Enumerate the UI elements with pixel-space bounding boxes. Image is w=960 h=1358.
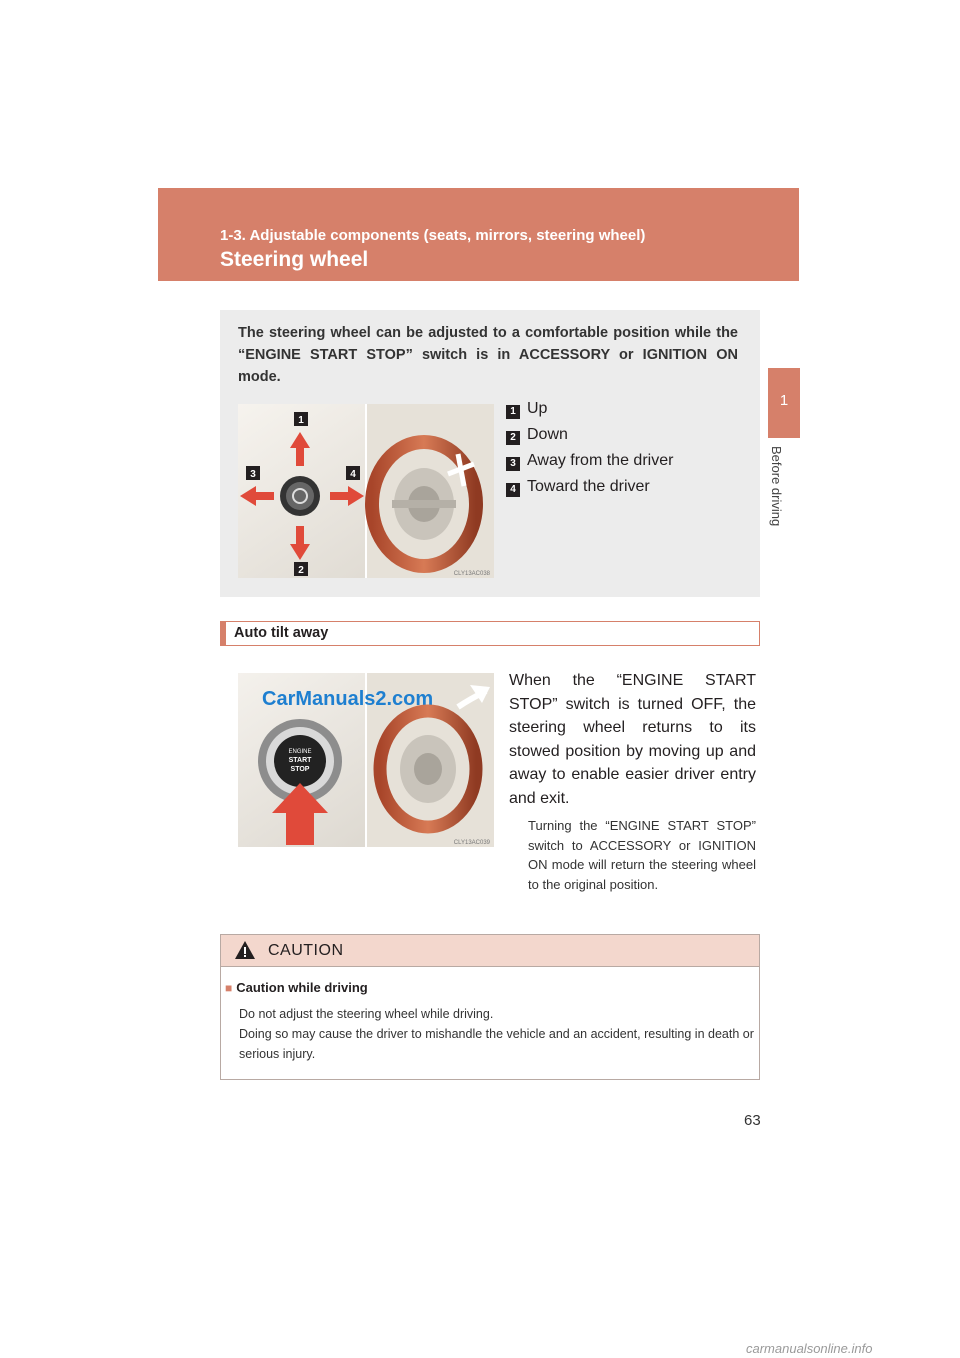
caution-line-2: Doing so may cause the driver to mishandle the vehicle and an accident, resulting in death or serious injury.	[239, 1027, 754, 1061]
page-number: 63	[744, 1112, 761, 1129]
auto-tilt-description: When the “ENGINE START STOP” switch is turned OFF, the steering wheel returns to its stowed position by moving up and away to enable easier driver entry and exit.	[509, 672, 756, 807]
auto-tilt-heading	[220, 621, 760, 646]
legend-text: Up	[527, 400, 548, 417]
auto-tilt-figure	[238, 673, 494, 847]
figure-label-2-text: 2	[298, 565, 304, 576]
figure-code: CLY13AC038	[453, 571, 490, 577]
button-label-stop: STOP	[290, 766, 310, 773]
legend-text: Toward the driver	[527, 478, 650, 495]
caution-subheading-text: Caution while driving	[236, 980, 368, 995]
intro-text: The steering wheel can be adjusted to a comfortable position while the “ENGINE START STOP” switch is in ACCESSORY or IGNITION ON mode.	[238, 325, 738, 385]
figure-code: CLY13AC039	[453, 840, 490, 846]
figure-label-3-text: 3	[250, 469, 256, 480]
legend-number-badge: 3	[506, 457, 520, 471]
legend-text: Down	[527, 426, 568, 443]
footer-watermark[interactable]: carmanualsonline.info	[746, 1341, 873, 1356]
caution-subheading	[225, 980, 368, 995]
legend-number-badge: 2	[506, 431, 520, 445]
section-header	[158, 188, 799, 281]
figure-label-4-text: 4	[350, 469, 356, 480]
chapter-number: 1	[779, 392, 789, 409]
intro-panel	[220, 310, 760, 597]
page-title: Steering wheel	[220, 248, 369, 271]
chapter-tab[interactable]	[768, 368, 800, 438]
steering-adjust-figure	[238, 404, 494, 578]
caution-body	[239, 1004, 755, 1064]
bullet-square-icon: ■	[225, 981, 233, 995]
auto-tilt-heading-text: Auto tilt away	[234, 625, 329, 641]
button-label-start: START	[288, 757, 312, 764]
section-label: 1-3. Adjustable components (seats, mirrors, steering wheel)	[220, 227, 646, 244]
caution-line-1: Do not adjust the steering wheel while driving.	[239, 1007, 494, 1021]
chapter-label: Before driving	[769, 446, 784, 527]
auto-tilt-note: Turning the “ENGINE START STOP” switch to ACCESSORY or IGNITION ON mode will return the steering wheel to the original position.	[528, 818, 756, 892]
legend-number-badge: 4	[506, 483, 520, 497]
legend-text: Away from the driver	[527, 452, 674, 469]
legend-number-badge: 1	[506, 405, 520, 419]
figure-label-1-text: 1	[298, 415, 304, 426]
figure-watermark: CarManuals2.com	[262, 688, 434, 710]
caution-box	[220, 934, 760, 1080]
caution-header	[221, 935, 759, 967]
caution-label: CAUTION	[268, 942, 344, 959]
warning-icon	[234, 940, 256, 965]
button-label-engine: ENGINE	[288, 749, 312, 755]
